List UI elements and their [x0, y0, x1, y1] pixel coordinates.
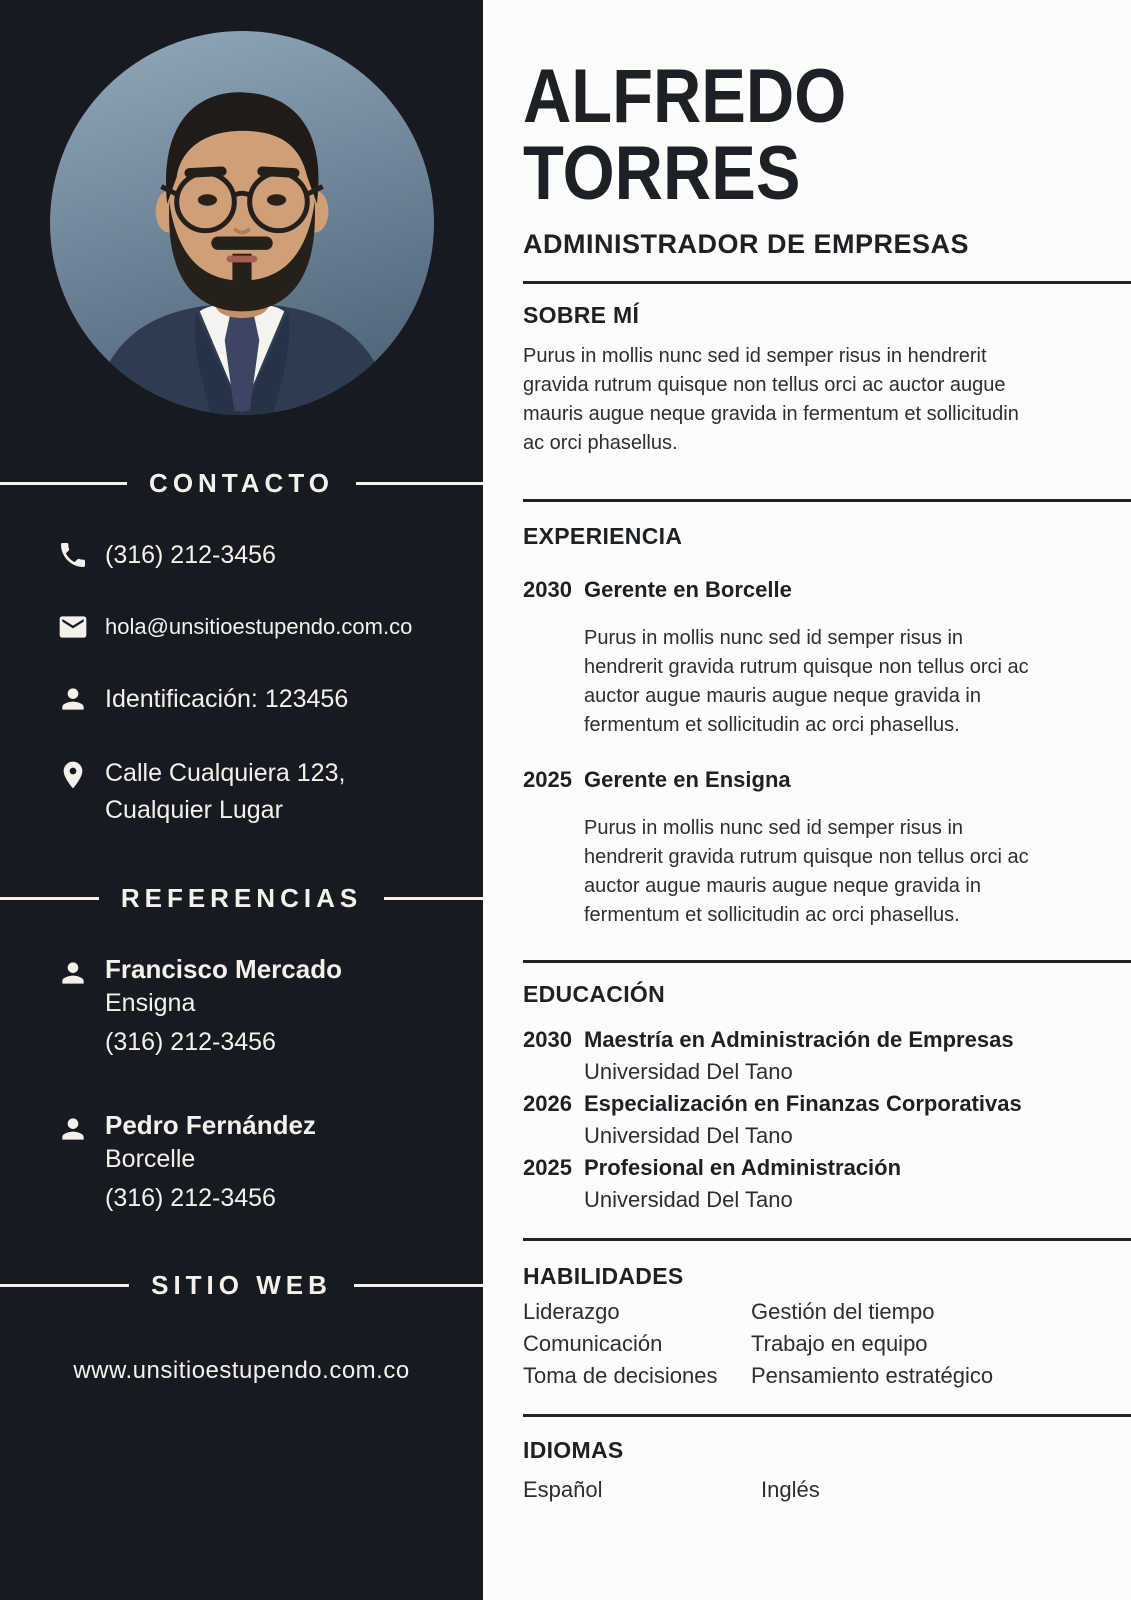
- experience-item-header: [523, 767, 1131, 793]
- section-divider: [523, 499, 1131, 502]
- contact-address-value: [105, 755, 345, 829]
- heading-rule-right: [354, 1284, 483, 1287]
- education-list: [523, 1024, 1131, 1216]
- education-year: 2026: [523, 1091, 572, 1116]
- name-line1: ALFREDO: [523, 54, 847, 139]
- location-icon: [57, 759, 89, 791]
- section-divider: [523, 1414, 1131, 1417]
- skills-section-title: HABILIDADES: [523, 1263, 684, 1289]
- skills-grid: [523, 1296, 1131, 1392]
- reference-item: [57, 954, 455, 1062]
- contact-email-value: hola@unsitioestupendo.com.co: [105, 614, 413, 639]
- contact-id-row: [57, 683, 455, 715]
- experience-year: 2030: [523, 577, 572, 602]
- education-school: Universidad Del Tano: [584, 1059, 793, 1084]
- section-divider: [523, 960, 1131, 963]
- contact-phone-value: (316) 212-3456: [105, 540, 276, 569]
- profile-photo: [50, 28, 434, 418]
- person-icon: [57, 683, 89, 715]
- experience-role: Gerente en Ensigna: [584, 767, 791, 792]
- person-icon: [57, 1113, 89, 1145]
- reference-phone: (316) 212-3456: [105, 1028, 276, 1056]
- reference-details: [105, 954, 342, 1062]
- heading-rule-left: [0, 897, 99, 900]
- skill-item: Gestión del tiempo: [751, 1299, 935, 1324]
- heading-rule-right: [384, 897, 483, 900]
- about-section-title: SOBRE MÍ: [523, 302, 640, 328]
- reference-details: [105, 1110, 316, 1218]
- section-divider: [523, 281, 1131, 284]
- language-item: Inglés: [761, 1477, 820, 1502]
- name-heading: [523, 54, 1058, 216]
- name-line2: TORRES: [523, 131, 801, 216]
- language-item: Español: [523, 1477, 603, 1502]
- education-school: Universidad Del Tano: [584, 1187, 793, 1212]
- experience-section-title: EXPERIENCIA: [523, 523, 683, 549]
- skill-item: Toma de decisiones: [523, 1363, 718, 1388]
- education-year: 2030: [523, 1027, 572, 1052]
- skill-item: Liderazgo: [523, 1299, 620, 1324]
- website-section-title: SITIO WEB: [151, 1270, 332, 1300]
- contact-phone-row: [57, 539, 455, 571]
- experience-description: Purus in mollis nunc sed id semper risus in hendrerit gravida rutrum quisque non tellus orci ac auctor augue mauris augue neque gravida in fermentum et sollicitudin ac orci phasellus.: [584, 627, 1029, 736]
- education-item: [523, 1024, 1131, 1088]
- heading-rule-left: [0, 482, 127, 485]
- reference-name: Pedro Fernández: [105, 1110, 316, 1140]
- education-year: 2025: [523, 1155, 572, 1180]
- experience-item-header: [523, 577, 1131, 603]
- section-divider: [523, 1238, 1131, 1241]
- reference-phone: (316) 212-3456: [105, 1184, 276, 1212]
- skill-item: Trabajo en equipo: [751, 1331, 928, 1356]
- references-section-title: REFERENCIAS: [120, 883, 363, 913]
- contact-address-line2: Cualquier Lugar: [105, 796, 283, 824]
- education-section-title: EDUCACIÓN: [523, 981, 665, 1007]
- website-section-heading: [0, 1270, 483, 1301]
- sidebar: [0, 0, 483, 1600]
- phone-icon: [57, 539, 89, 571]
- experience-role: Gerente en Borcelle: [584, 577, 792, 602]
- heading-rule-left: [0, 1284, 129, 1287]
- contact-address-row: [57, 755, 455, 829]
- languages-section-title: IDIOMAS: [523, 1437, 624, 1463]
- education-degree: Maestría en Administración de Empresas: [584, 1027, 1014, 1052]
- education-school: Universidad Del Tano: [584, 1123, 793, 1148]
- main-content: [483, 0, 1131, 1600]
- references-section-heading: [0, 883, 483, 914]
- education-degree: Profesional en Administración: [584, 1155, 902, 1180]
- heading-rule-right: [356, 482, 483, 485]
- contact-id-value: Identificación: 123456: [105, 684, 349, 713]
- email-icon: [57, 611, 89, 643]
- references-list: [0, 954, 483, 1218]
- contact-email-row: [57, 611, 455, 643]
- experience-year: 2025: [523, 767, 572, 792]
- reference-company: Borcelle: [105, 1145, 196, 1173]
- about-text: Purus in mollis nunc sed id semper risus in hendrerit gravida rutrum quisque non tellus orci ac auctor augue mauris augue neque gravida in fermentum et sollicitudin ac orci phasellus.: [523, 345, 1019, 454]
- website-url: www.unsitioestupendo.com.co: [73, 1357, 410, 1384]
- skill-item: Pensamiento estratégico: [751, 1363, 994, 1388]
- education-details: [584, 1152, 901, 1216]
- education-degree: Especialización en Finanzas Corporativas: [584, 1091, 1022, 1116]
- reference-company: Ensigna: [105, 989, 196, 1017]
- languages-grid: [523, 1476, 1131, 1504]
- experience-description: Purus in mollis nunc sed id semper risus in hendrerit gravida rutrum quisque non tellus orci ac auctor augue mauris augue neque gravida in fermentum et sollicitudin ac orci phasellus.: [584, 817, 1029, 926]
- education-details: [584, 1024, 1014, 1088]
- reference-name: Francisco Mercado: [105, 954, 342, 984]
- education-details: [584, 1088, 1022, 1152]
- reference-item: [57, 1110, 455, 1218]
- education-item: [523, 1152, 1131, 1216]
- contact-list: [0, 539, 483, 829]
- skill-item: Comunicación: [523, 1331, 663, 1356]
- contact-address-line1: Calle Cualquiera 123,: [105, 759, 346, 787]
- contact-section-title: CONTACTO: [149, 468, 334, 498]
- job-title: ADMINISTRADOR DE EMPRESAS: [523, 229, 970, 259]
- contact-section-heading: [0, 468, 483, 499]
- person-icon: [57, 957, 89, 989]
- education-item: [523, 1088, 1131, 1152]
